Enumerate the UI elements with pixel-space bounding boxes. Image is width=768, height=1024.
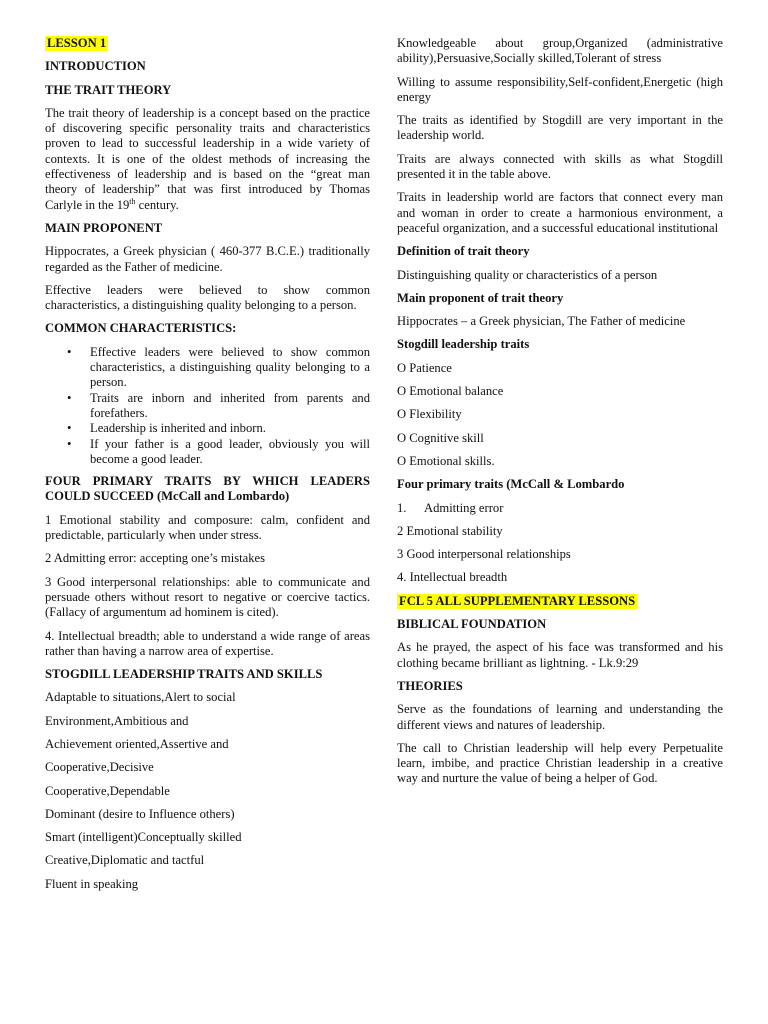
stogdill-item: Smart (intelligent)Conceptually skilled bbox=[45, 830, 242, 845]
common-characteristics-heading: COMMON CHARACTERISTICS: bbox=[45, 321, 237, 336]
stogdill-list-item: O Emotional balance bbox=[397, 384, 504, 399]
stogdill-item: Environment,Ambitious and bbox=[45, 713, 189, 728]
four-primary-list-item: 1. Admitting error bbox=[397, 500, 504, 515]
list-item: • If your father is a good leader, obviously you will become a good leader. bbox=[90, 437, 370, 468]
definition-text: Distinguishing quality or characteristics of a person bbox=[397, 267, 658, 282]
stogdill-leadership-traits-heading: Stogdill leadership traits bbox=[397, 337, 530, 352]
traits-world-paragraph: Traits in leadership world are factors that connect every man and woman in order to create a harmonious environment, a peaceful organization, and a successful educational institutional bbox=[397, 190, 723, 235]
four-primary-item: 4. Intellectual breadth; able to understand a wide range of areas rather than having a narrow area of expertise. bbox=[45, 628, 370, 658]
proponent-text: Hippocrates – a Greek physician, The Father of medicine bbox=[397, 314, 686, 329]
effective-leaders-paragraph: Effective leaders were believed to show common characteristics, a distinguishing quality belonging to a person. bbox=[45, 282, 370, 313]
stogdill-list-item: O Cognitive skill bbox=[397, 430, 484, 445]
stogdill-list-item: O Flexibility bbox=[397, 407, 462, 422]
four-primary-item: 1 Emotional stability and composure: calm, confident and predictable, particularly when under stress. bbox=[45, 512, 370, 543]
four-primary-list-item: 2 Emotional stability bbox=[397, 523, 503, 538]
four-primary-item: 2 Admitting error: accepting one’s mistakes bbox=[45, 551, 265, 566]
christian-leadership-paragraph: The call to Christian leadership will help every Perpetualite learn, imbibe, and practice Christian leadership in a creative way and nurture the value of being a helper of God. bbox=[397, 740, 723, 786]
willing-paragraph: Willing to assume responsibility,Self-confident,Energetic (high energy bbox=[397, 74, 723, 104]
biblical-paragraph: As he prayed, the aspect of his face was transformed and his clothing became brilliant as lightning. - Lk.9:29 bbox=[397, 640, 723, 670]
stogdill-traits-heading: STOGDILL LEADERSHIP TRAITS AND SKILLS bbox=[45, 667, 323, 682]
common-characteristics-list bbox=[45, 345, 370, 467]
four-primary-list-item: 4. Intellectual breadth bbox=[397, 570, 508, 585]
theories-heading: THEORIES bbox=[397, 678, 463, 693]
stogdill-item: Creative,Diplomatic and tactful bbox=[45, 853, 205, 868]
stogdill-item: Cooperative,Dependable bbox=[45, 783, 170, 798]
main-proponent-paragraph: Hippocrates, a Greek physician ( 460-377 B.C.E.) traditionally regarded as the Father of medicine. bbox=[45, 244, 370, 274]
stogdill-list-item: O Patience bbox=[397, 360, 452, 375]
stogdill-item: Fluent in speaking bbox=[45, 876, 139, 891]
fcl-label: FCL 5 ALL SUPPLEMENTARY LESSONS bbox=[399, 593, 636, 608]
biblical-foundation-heading: BIBLICAL FOUNDATION bbox=[397, 617, 547, 632]
right-column bbox=[397, 36, 723, 795]
left-column bbox=[45, 36, 370, 900]
four-primary-item: 3 Good interpersonal relationships: able to communicate and persuade others without resort to negative or coercive tactics. (Fallacy of argumentum ad hominem is cited). bbox=[45, 574, 370, 620]
traits-identified-paragraph: The traits as identified by Stogdill are very important in the leadership world. bbox=[397, 113, 723, 143]
lesson-label: LESSON 1 bbox=[47, 36, 107, 50]
four-primary-traits-heading: FOUR PRIMARY TRAITS BY WHICH LEADERS COULD SUCCEED (McCall and Lombardo) bbox=[45, 474, 370, 504]
trait-theory-paragraph: The trait theory of leadership is a concept based on the practice of discovering specific personality traits and characteristics proven to lead to successful leadership in a wide variety of contexts. It is one of the oldest methods of increasing the effectiveness of leadership and is based on the “great man theory of leadership” that was first introduced by Thomas Carlyle in the 19th century. bbox=[45, 105, 370, 212]
traits-connected-paragraph: Traits are always connected with skills as what Stogdill presented it in the table above. bbox=[397, 151, 723, 182]
knowledgeable-paragraph: Knowledgeable about group,Organized (administrative ability),Persuasive,Socially skilled,Tolerant of stress bbox=[397, 36, 723, 66]
four-primary-list-item: 3 Good interpersonal relationships bbox=[397, 547, 571, 562]
proponent-heading: Main proponent of trait theory bbox=[397, 290, 564, 305]
stogdill-item: Cooperative,Decisive bbox=[45, 760, 154, 775]
four-primary-traits-heading: Four primary traits (McCall & Lombardo bbox=[397, 477, 625, 492]
stogdill-item: Achievement oriented,Assertive and bbox=[45, 736, 229, 751]
trait-theory-heading: THE TRAIT THEORY bbox=[45, 82, 172, 97]
list-item: • Traits are inborn and inherited from parents and forefathers. bbox=[90, 391, 370, 422]
list-item: • Effective leaders were believed to show common characteristics, a distinguishing quality belonging to a person. bbox=[90, 345, 370, 391]
definition-heading: Definition of trait theory bbox=[397, 244, 530, 259]
stogdill-list-item: O Emotional skills. bbox=[397, 453, 495, 468]
main-proponent-heading: MAIN PROPONENT bbox=[45, 220, 163, 235]
stogdill-item: Adaptable to situations,Alert to social bbox=[45, 690, 236, 705]
theories-paragraph: Serve as the foundations of learning and understanding the different views and natures of leadership. bbox=[397, 702, 723, 732]
list-item: • Leadership is inherited and inborn. bbox=[90, 421, 370, 436]
stogdill-item: Dominant (desire to Influence others) bbox=[45, 806, 235, 821]
introduction-heading: INTRODUCTION bbox=[45, 59, 146, 74]
